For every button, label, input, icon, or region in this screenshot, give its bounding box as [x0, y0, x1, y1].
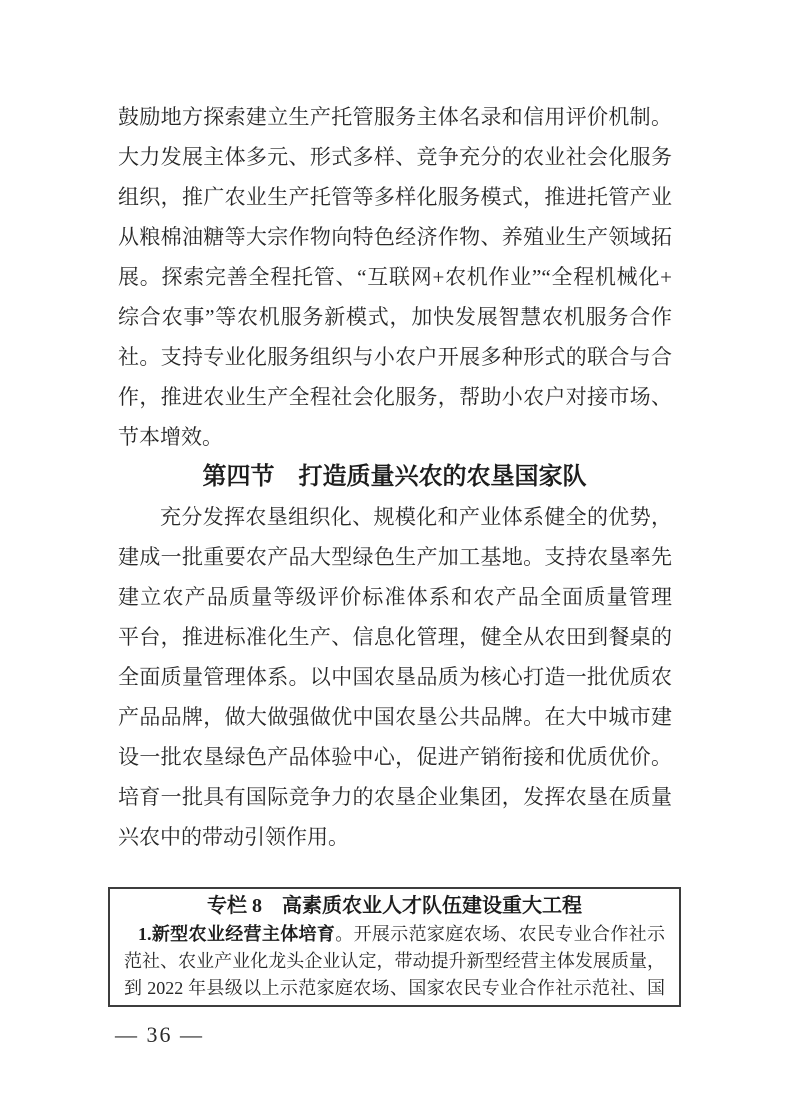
text-line: 展。探索完善全程托管、“互联网+农机作业”“全程机械化+	[118, 265, 672, 289]
text-line: 建立农产品质量等级评价标准体系和农产品全面质量管理	[118, 585, 672, 609]
text-line: 产品品牌，做大做强做优中国农垦公共品牌。在大中城市建	[118, 705, 672, 729]
text-line: 作，推进农业生产全程社会化服务，帮助小农户对接市场、	[118, 385, 672, 409]
callout-box-title: 专栏 8 高素质农业人才队伍建设重大工程	[207, 895, 582, 917]
text-line: 兴农中的带动引领作用。	[118, 825, 349, 849]
callout-text-line: 到 2022 年县级以上示范家庭农场、国家农民专业合作社示范社、国	[124, 978, 665, 998]
text-line: 平台，推进标准化生产、信息化管理，健全从农田到餐桌的	[118, 625, 672, 649]
paragraph-nongken	[118, 497, 672, 857]
callout-box-8	[108, 887, 681, 1007]
text-line: 培育一批具有国际竞争力的农垦企业集团，发挥农垦在质量	[118, 785, 672, 809]
callout-lead-rest: 。开展示范家庭农场、农民专业合作社示	[335, 924, 666, 944]
text-line: 充分发挥农垦组织化、规模化和产业体系健全的优势，	[160, 505, 672, 529]
text-line: 全面质量管理体系。以中国农垦品质为核心打造一批优质农	[118, 665, 672, 689]
text-line: 社。支持专业化服务组织与小农户开展多种形式的联合与合	[118, 345, 672, 369]
text-line: 从粮棉油糖等大宗作物向特色经济作物、养殖业生产领域拓	[118, 225, 672, 249]
page-number: — 36 —	[115, 1022, 204, 1047]
text-line: 组织，推广农业生产托管等多样化服务模式，推进托管产业	[118, 185, 672, 209]
callout-lead-bold: 1.新型农业经营主体培育	[138, 924, 336, 944]
document-blocks	[108, 97, 681, 1007]
text-line: 建成一批重要农产品大型绿色生产加工基地。支持农垦率先	[118, 545, 672, 569]
paragraph-service-system	[118, 97, 672, 457]
section-heading: 第四节 打造质量兴农的农垦国家队	[202, 464, 587, 490]
text-line: 节本增效。	[118, 425, 223, 449]
callout-text-line	[124, 921, 665, 948]
text-line: 鼓励地方探索建立生产托管服务主体名录和信用评价机制。	[118, 105, 672, 129]
callout-text-line: 范社、农业产业化龙头企业认定，带动提升新型经营主体发展质量，	[124, 951, 665, 971]
text-line: 综合农事”等农机服务新模式，加快发展智慧农机服务合作	[118, 305, 672, 329]
text-line: 设一批农垦绿色产品体验中心，促进产销衔接和优质优价。	[118, 745, 672, 769]
text-line: 大力发展主体多元、形式多样、竞争充分的农业社会化服务	[118, 145, 672, 169]
